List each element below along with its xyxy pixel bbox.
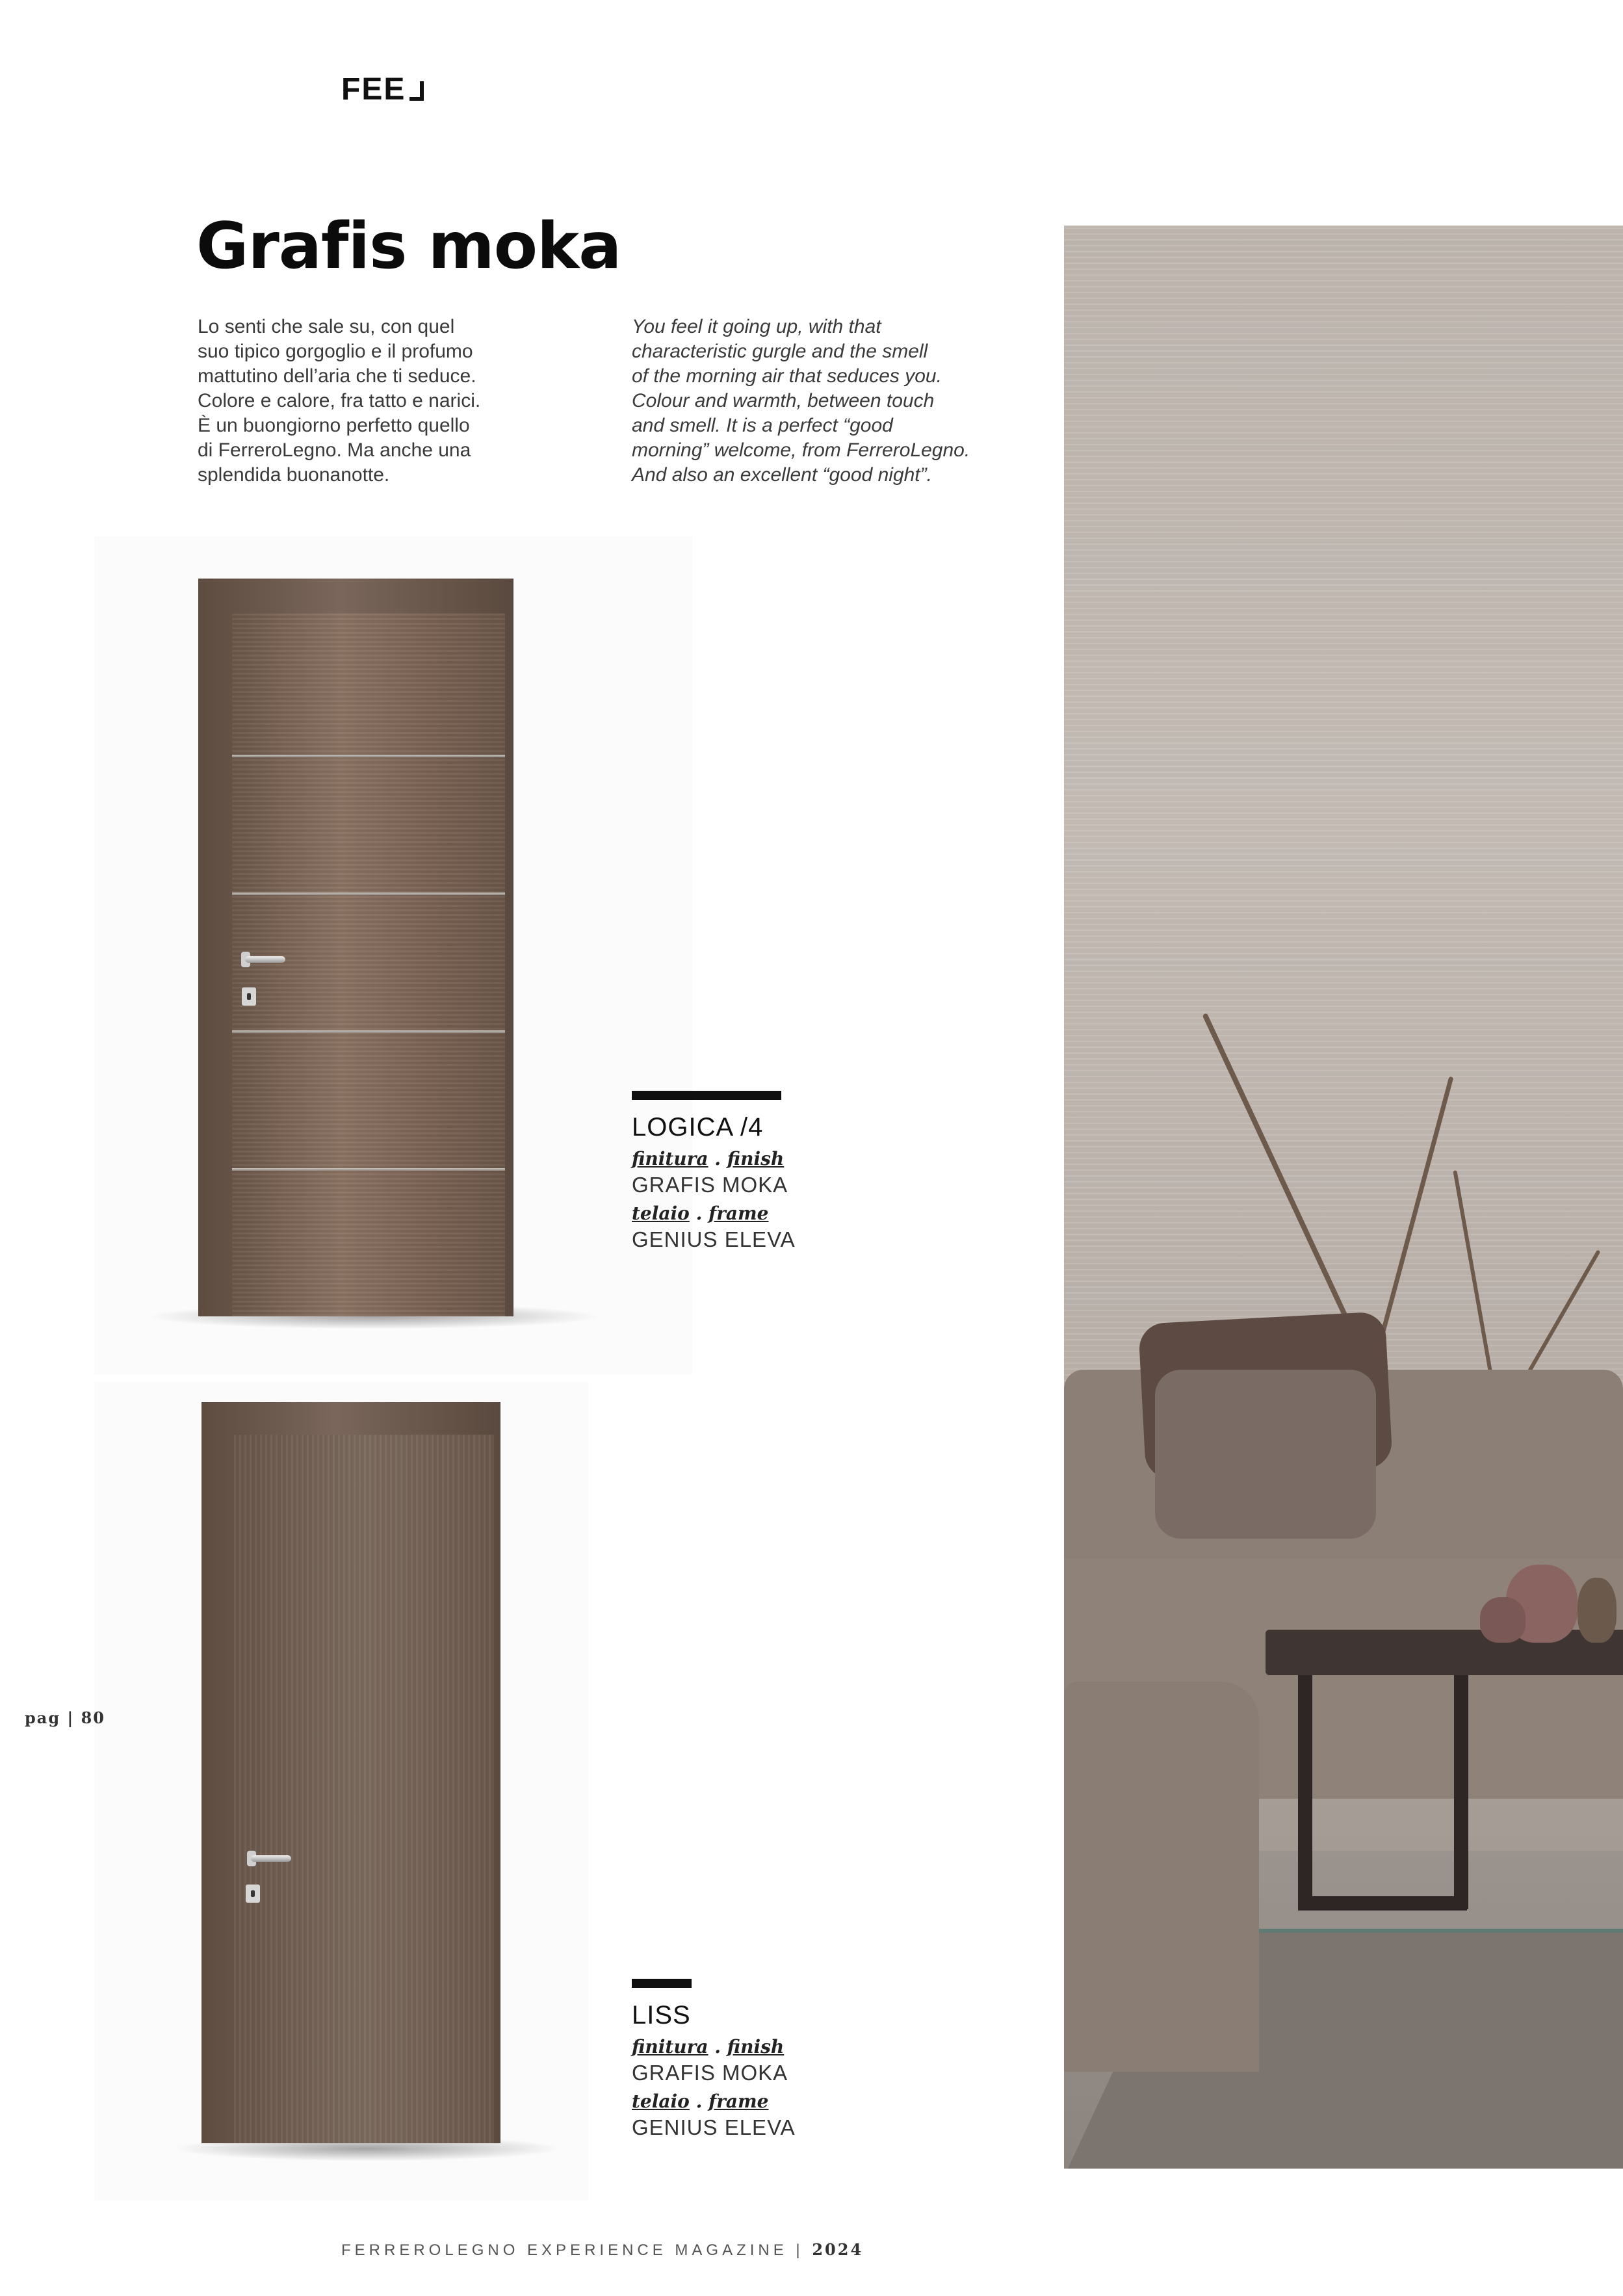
magazine-footer: FERREROLEGNO EXPERIENCE MAGAZINE | 2024 [341, 2240, 864, 2259]
frame-label: telaio . frame [632, 1203, 769, 1224]
frame-label: telaio . frame [632, 2091, 769, 2112]
frame-value: GENIUS ELEVA [632, 1227, 796, 1251]
article-title: Grafis moka [196, 209, 621, 283]
intro-text-english: You feel it going up, with that characteristic gurgle and the smell of the morning air that seduces you. Colour and warmth, between touch and smell. It is a perfect “good morning” welcome, from FerreroLegno. And also an excellent “good night”. [632, 316, 970, 486]
door-photo-logica [94, 536, 692, 1375]
door-photo-liss [94, 1381, 588, 2200]
intro-text-italian: Lo senti che sale su, con quel suo tipico gorgoglio e il profumo mattutino dell’aria che ti seduce. Colore e calore, fra tatto e narici. È un buongiorno perfetto quello di FerreroLegno. Ma anche una splendida buonanotte. [198, 316, 481, 486]
frame-value: GENIUS ELEVA [632, 2115, 796, 2139]
finish-value: GRAFIS MOKA [632, 2061, 788, 2085]
finish-label: finitura . finish [632, 1148, 785, 1169]
finish-value: GRAFIS MOKA [632, 1173, 788, 1197]
product-name: LOGICA /4 [632, 1113, 764, 1141]
interior-photo [1064, 226, 1623, 2169]
finish-label: finitura . finish [632, 2036, 785, 2057]
product-divider-bar [632, 1979, 692, 1988]
product-divider-bar [632, 1091, 781, 1100]
page-number: pag | 80 [25, 1708, 105, 1727]
feel-logo: FEE [341, 72, 424, 107]
logo-mark-icon [409, 81, 424, 101]
product-name: LISS [632, 2001, 691, 2029]
